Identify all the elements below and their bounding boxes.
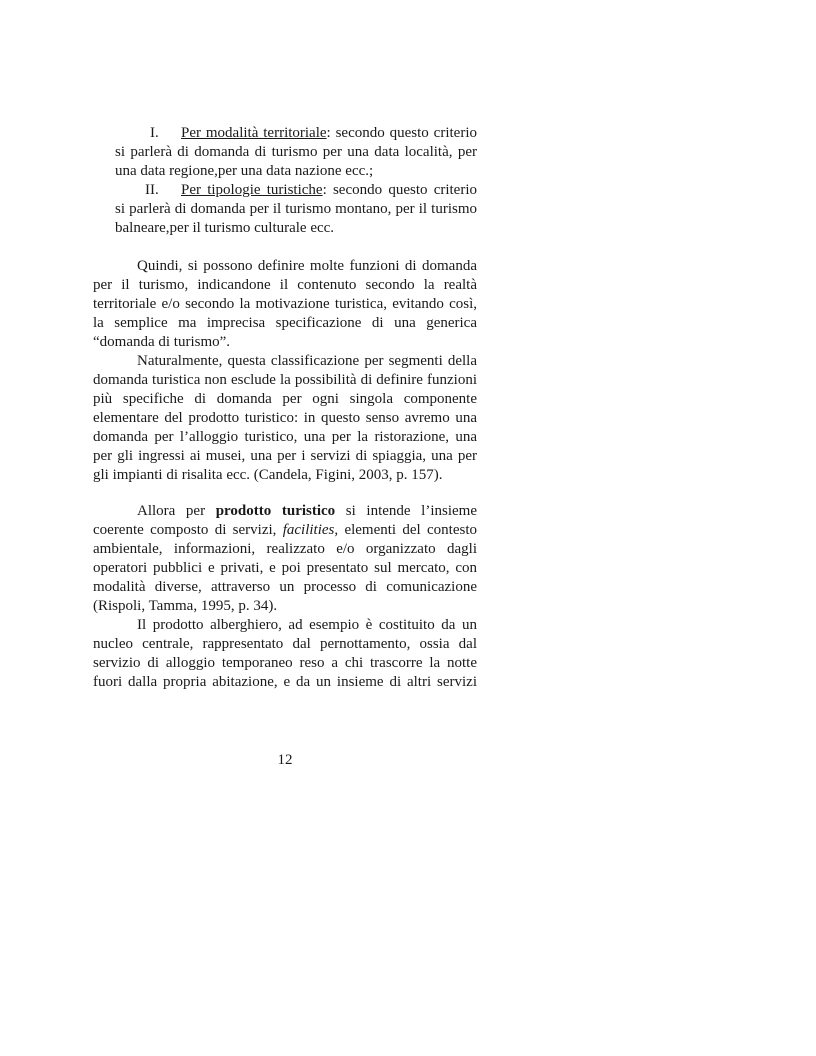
paragraph-3-line-4: operatori pubblici e privati, e poi presentato sul mercato, con	[93, 560, 477, 576]
paragraph-1-line-4: la semplice ma imprecisa specificazione di una generica	[93, 315, 477, 331]
list-item-1-line-3: una data regione,per una data nazione ecc.;	[115, 163, 374, 179]
paragraph-2-line-3: più specifiche di domanda per ogni singola componente	[93, 391, 477, 407]
paragraph-3-line-6: (Rispoli, Tamma, 1995, p. 34).	[93, 598, 278, 614]
paragraph-3-line-5: modalità diverse, attraverso un processo di comunicazione	[93, 579, 477, 595]
paragraph-4-line-3: servizio di alloggio temporaneo reso a chi trascorre la notte	[93, 655, 477, 671]
paragraph-2-line-2: domanda turistica non esclude la possibilità di definire funzioni	[93, 372, 477, 388]
paragraph-4-line-1: Il prodotto alberghiero, ad esempio è costituito da un	[137, 617, 477, 633]
list-item-2-line-2: si parlerà di domanda per il turismo montano, per il turismo	[115, 201, 477, 217]
paragraph-4-line-4: fuori dalla propria abitazione, e da un insieme di altri servizi	[93, 674, 477, 690]
list-item-2-rest: : secondo questo criterio	[322, 182, 478, 198]
paragraph-2-line-1: Naturalmente, questa classificazione per segmenti della	[137, 353, 477, 369]
paragraph-3-text: si intende l’insieme	[335, 503, 477, 519]
paragraph-2-line-4: elementare del prodotto turistico: in questo senso avremo una	[93, 410, 477, 426]
paragraph-2-line-5: domanda per l’alloggio turistico, una per la ristorazione, una	[93, 429, 477, 445]
italic-term: facilities	[282, 522, 335, 538]
list-item-2-line-1	[181, 181, 477, 200]
paragraph-1-line-1: Quindi, si possono definire molte funzioni di domanda	[137, 258, 477, 274]
paragraph-1-line-2: per il turismo, indicandone il contenuto secondo la realtà	[93, 277, 477, 293]
page-number: 12	[277, 752, 293, 768]
list-item-2-line-3: balneare,per il turismo culturale ecc.	[115, 220, 335, 236]
list-item-1-line-2: si parlerà di domanda di turismo per una data località, per	[115, 144, 477, 160]
list-numeral-2: II.	[145, 182, 159, 198]
paragraph-3-line-1	[137, 502, 477, 521]
paragraph-3-line-3: ambientale, informazioni, realizzato e/o organizzato dagli	[93, 541, 477, 557]
paragraph-2-line-7: gli impianti di risalita ecc. (Candela, Figini, 2003, p. 157).	[93, 467, 443, 483]
list-item-1-rest: : secondo questo criterio	[326, 125, 477, 141]
paragraph-2-line-6: per gli ingressi ai musei, una per i servizi di spiaggia, una per	[93, 448, 477, 464]
paragraph-3-text: Allora per	[137, 503, 216, 519]
paragraph-3-text: coerente composto di servizi,	[93, 522, 283, 538]
list-item-1-line-1	[181, 124, 477, 143]
list-term-1: Per modalità territoriale	[181, 125, 327, 141]
list-term-2: Per tipologie turistiche	[181, 182, 323, 198]
bold-term: prodotto turistico	[215, 503, 336, 519]
paragraph-3-line-2	[93, 521, 477, 540]
paragraph-3-text: , elementi del contesto	[334, 522, 477, 538]
paragraph-1-line-3: territoriale e/o secondo la motivazione turistica, evitando così,	[93, 296, 477, 312]
paragraph-4-line-2: nucleo centrale, rappresentato dal pernottamento, ossia dal	[93, 636, 477, 652]
paragraph-1-line-5: “domanda di turismo”.	[93, 334, 231, 350]
list-numeral-1: I.	[150, 125, 159, 141]
